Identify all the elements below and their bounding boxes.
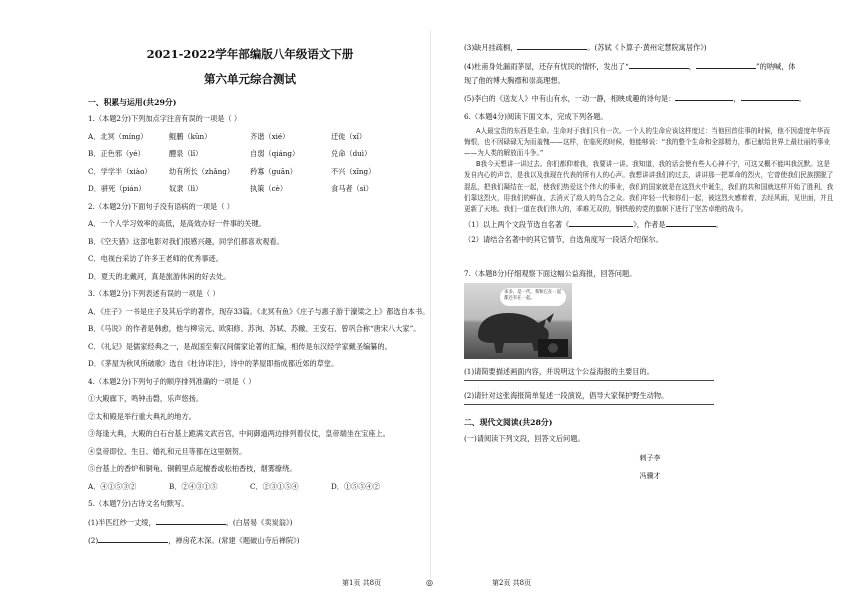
answer-blank[interactable]: [517, 42, 587, 50]
q1-d-4: 食马者（sì）: [331, 184, 373, 193]
q5-line-3: (3)缺月挂疏桐， 。(苏轼《卜算子·黄州定慧院寓居作》): [464, 43, 707, 52]
q5-line-5: (5)李白的《送友人》中有山有水，一动一静，相映成趣的诗句是： ， 。: [464, 94, 806, 103]
essay-title: 刺子李: [639, 454, 661, 463]
q1-c-3: 矜寡（guān）: [250, 166, 297, 176]
q1-a-2: 鲲鹏（kūn）: [169, 131, 212, 141]
answer-blank[interactable]: [569, 219, 633, 227]
right-page: [430, 0, 860, 608]
reading-1-intro: (一)请阅读下列文段，回答文后问题。: [464, 434, 585, 444]
q3-option-a: A．《庄子》一书是庄子及其后学的著作，现存33篇。《北冥有鱼》《庄子与惠子游于濠梁之上》都选自本书。: [88, 306, 430, 316]
q4-item-2: ②太和殿是举行重大典礼的地方。: [88, 411, 196, 421]
question-6-stem: 6.（本题4分)阅读下面文本，完成下列各题。: [464, 111, 608, 121]
q1-a-4: 迁徙（xǐ）: [331, 131, 367, 141]
q1-a-1: A．北冥（míng）: [88, 131, 148, 141]
answer-blank[interactable]: [741, 93, 799, 101]
q4-option-a: A．④①⑤③②: [88, 481, 137, 491]
question-1-row-d: [88, 184, 412, 194]
page-center-mark: ◎: [426, 578, 433, 587]
q3-option-d: D．《茅屋为秋风所破歌》选自《杜诗详注》，诗中的茅屋即指成都近郊的草堂。: [88, 359, 339, 368]
q4-option-b: B．②④③①⑤: [169, 481, 218, 491]
q2-option-d: D．夏天的北戴河，真是旅游休闲的好去处。: [88, 271, 231, 281]
question-4-stem: 4.（本题2分)下列句子的顺序排列准确的一项是（ ）: [88, 376, 256, 386]
q1-d-2: 奴隶（lì）: [169, 184, 203, 193]
q1-d-3: 执策（cè）: [250, 184, 288, 193]
q1-a-3: 齐谐（xié）: [250, 131, 290, 141]
answer-line[interactable]: [464, 380, 714, 381]
q4-item-5: ⑤台基上的香炉和铜龟、铜鹤里点起檀香或松柏香枝，烟雾缭绕。: [88, 464, 297, 473]
left-page-footer: 第1页 共8页: [342, 579, 382, 587]
q4-option-c: C．②③①⑤④: [250, 481, 299, 491]
q1-b-3: 自弱（qiáng）: [250, 149, 300, 158]
q4-item-3: ③每逢大典，大殿的白石台基上跪满文武百官，中间御道两边排列着仪仗，皇帝端坐在宝座上。: [88, 429, 390, 438]
question-3-stem: 3.（本题2分)下列表述有误的一项是（ ）: [88, 289, 220, 298]
answer-line[interactable]: [464, 404, 714, 405]
q6-sub-2: （2）请结合名著中的其它情节，自选角度写一段话介绍保尔。: [464, 235, 663, 245]
section-1-heading: 一、积累与运用(共29分): [88, 98, 177, 107]
section-2-heading: 二、现代文阅读(共28分): [464, 418, 553, 428]
q1-b-2: 醴泉（lǐ）: [169, 149, 203, 158]
document-subtitle: 第六单元综合测试: [204, 72, 296, 86]
q5-line-1: (1)半匹红纱一丈绫， 。(白居易《卖炭翁》): [88, 517, 293, 527]
q4-item-4: ④皇帝即位、生日、婚礼和元旦等都在这里朝贺。: [88, 446, 247, 456]
q4-option-d: D．①⑤⑤④②: [331, 481, 380, 491]
q4-item-1: ①大殿廊下，鸣钟击磬，乐声悠扬。: [88, 394, 204, 403]
answer-blank[interactable]: [156, 517, 226, 525]
answer-blank[interactable]: [696, 61, 756, 69]
q1-b-1: B．正色邪（yé）: [88, 149, 145, 158]
question-1-row-a: [88, 132, 412, 142]
poster-speech-bubble: 来多、是一代，我和它在一起都还有在一起。: [500, 288, 566, 306]
q2-option-b: B．《空天猎》这部电影对我们很感兴趣，同学们都喜欢观看。: [88, 236, 284, 246]
q1-c-4: 不兴（xīng）: [331, 166, 376, 176]
q1-c-1: C．学学半（xiào）: [88, 166, 152, 176]
passage-a: A人最宝贵的东西是生命。生命对于我们只有一次。一个人的生命应该这样度过：当他回首往事的时候，他不因虚度年华而悔恨，也不因碌碌无为而羞愧——这样，在临死的时候，他能够说：“我的整个生命和全部精力，都已献给世界上最壮丽的事业——为人类的解放而斗争。”: [464, 126, 831, 157]
q1-b-4: 兑命（duì）: [331, 149, 372, 158]
q2-option-a: A．一个人学习效率的高低，是高效办好一件事的关键。: [88, 219, 266, 228]
question-7-stem: 7.（本题8分)仔细观察下面这幅公益海报，回答问题。: [464, 269, 637, 279]
q4-options: [88, 482, 412, 492]
q3-option-b: B．《马说》的作者是韩愈，他与柳宗元、欧阳修、苏洵、苏轼、苏辙、王安石、曾巩合称“唐宋八大家”。: [88, 324, 421, 333]
q7-sub-1: (1)请简要描述画面内容，并说明这个公益海报的主要目的。: [464, 367, 654, 377]
q7-sub-2: (2)请针对这张海报简单复述一段演说，倡导大家保护野生动物。: [464, 391, 669, 401]
answer-blank[interactable]: [629, 61, 689, 69]
passage-b: B我今天想讲一讲过去。你们都仰着我，我要讲一讲。我知道，我的话会使有些人心神不宁，可这又概不能叫我沉默。这是发自内心的声音，是我以及我现在代表的所有人的心声。我想讲讲我们的过去，讲讲那一把革命的烈火，它曾使我们民族摆脱了混乱，把我们凝结在一起，使我们热爱这个伟大的事业，我们的国家就是在这烈火中诞生，我们的共和国就这样开始了胜利，我们靠这烈火，用我们的鲜血，去消灭了敌人的鸟合之众。我们年轻一代和你们一起，被这烈火感着着，去经风雨，见世面，并且更新了天地。我们一道在我们伟大的，乖难无双的，钢铁般的党的旗帜下进行了坚苦卓绝的战斗。: [464, 160, 834, 213]
q5-line-4: (4)杜甫身处漏雨茅屋，还存有忧民的情怀，发出了“ ， ”的呐喊，体: [464, 61, 796, 71]
q5-line-4-cont: 现了他的博大胸襟和崇高理想。: [464, 75, 565, 85]
q6-sub-1: （1）以上两个文段节选自名著《 》，作者是 。: [464, 220, 723, 230]
answer-blank[interactable]: [675, 93, 733, 101]
q3-option-c: C．《礼记》是儒家经典之一，是战国至秦汉间儒家论著的汇编，相传是东汉经学家戴圣编纂的。: [88, 341, 392, 351]
poster-image: [464, 283, 572, 359]
question-5-stem: 5.（本题7分)古诗文名句默写。: [88, 499, 189, 508]
question-2-stem: 2.（本题2分)下面句子没有语病的一项是（ ）: [88, 201, 234, 211]
question-1-stem: 1.（本题2分)下列加点字注音有误的一项是（ ）: [88, 114, 242, 123]
answer-blank[interactable]: [666, 219, 716, 227]
q1-c-2: 幼有所长（zhǎng）: [169, 166, 235, 176]
answer-blank[interactable]: [98, 535, 168, 543]
q2-option-c: C．电视台采访了许多王老师的优秀事迹。: [88, 254, 223, 263]
q5-line-2: (2) ，禅房花木深。(常建《题破山寺后禅院》): [88, 536, 300, 545]
right-page-footer: 第2页 共8页: [492, 579, 532, 587]
document-title: 2021-2022学年部编版八年级语文下册: [146, 47, 354, 61]
essay-author: 冯骥才: [639, 472, 661, 481]
question-1-row-b: [88, 149, 412, 159]
question-1-row-c: [88, 167, 412, 177]
q1-d-1: D．骈死（pián）: [88, 184, 146, 193]
